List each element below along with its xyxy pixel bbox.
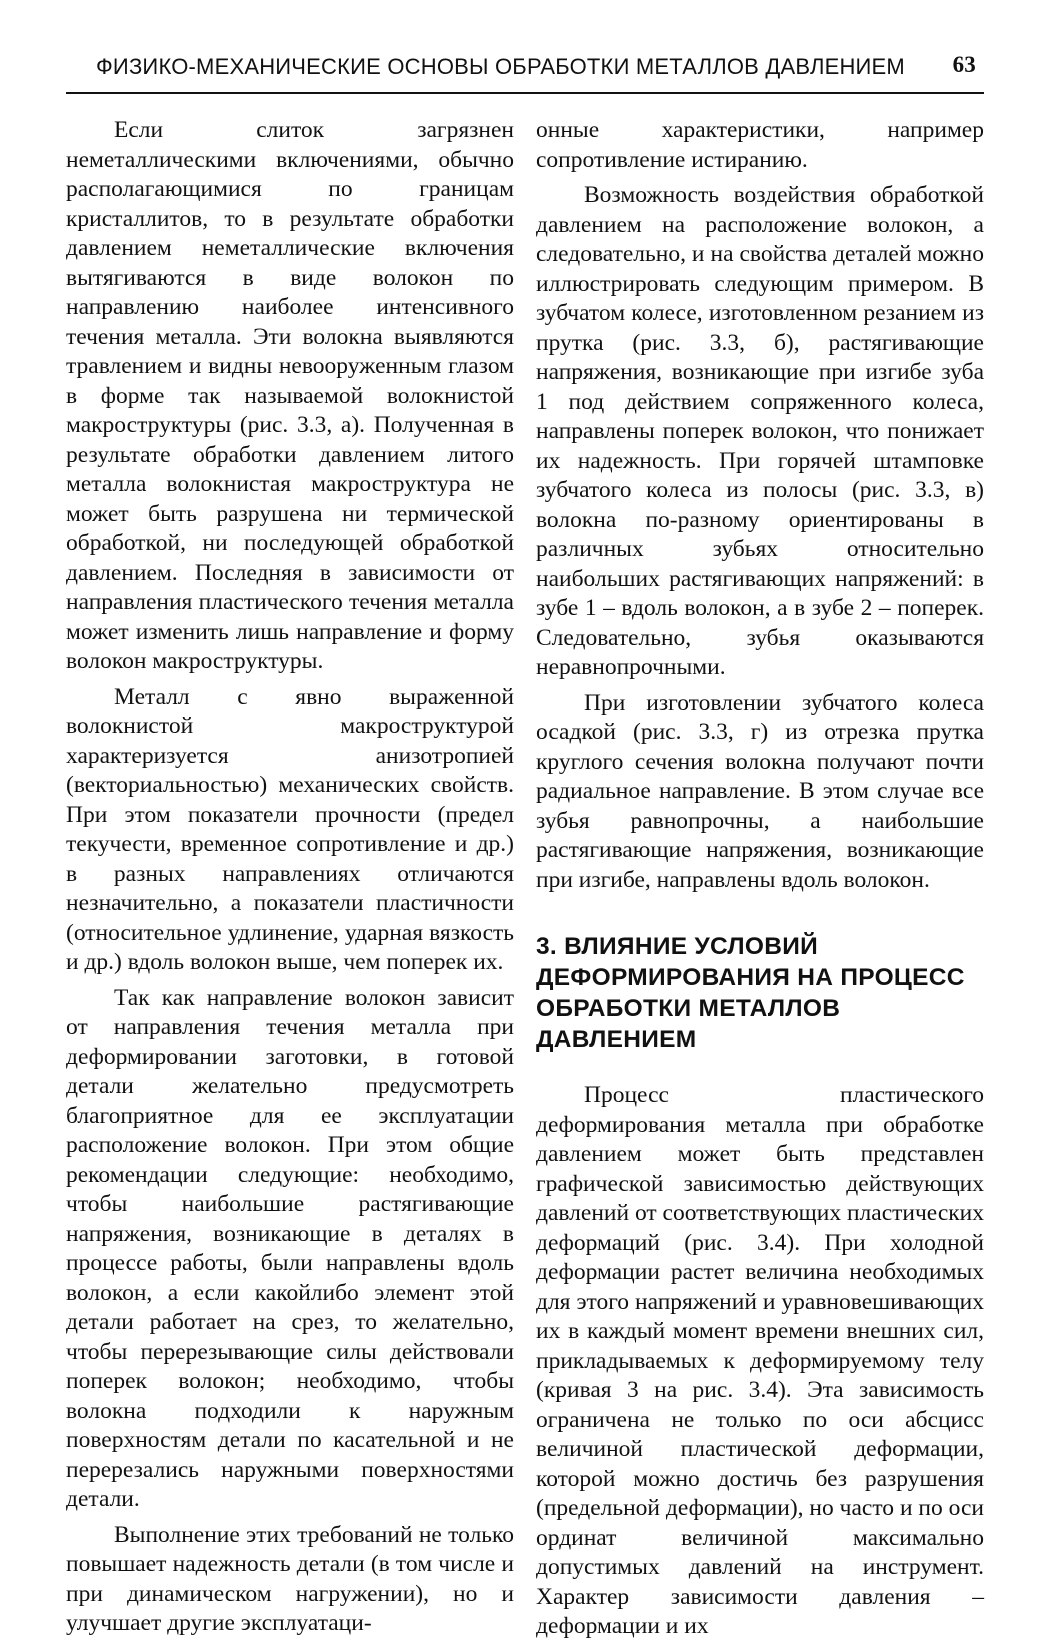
paragraph: Возможность воздействия обработкой давлением на расположение волокон, а следовательно, и на свойства деталей можно иллюстрировать следующим примером. В зубчатом колесе, изготовленном резанием из прутка (рис. 3.3, б), растягивающие напряжения, возникающие при изгибе зуба 1 под действием сопряженного колеса, направлены поперек волокон, что понижает их надежность. При горячей штамповке зубчатого колеса из полосы (рис. 3.3, в) волокна по-разному ориентированы в различных зубьях относительно наибольших растягивающих напряжений: в зубе 1 – вдоль волокон, а в зубе 2 – поперек. Следовательно, зубья оказываются неравнопрочными. [536, 182, 984, 680]
running-header [66, 40, 984, 94]
paragraph: Выполнение этих требований не только повышает надежность детали (в том числе и при динамическом нагружении), но и улучшает другие эксплуатаци- [66, 1521, 514, 1636]
paragraph: При изготовлении зубчатого колеса осадкой (рис. 3.3, г) из отрезка прутка круглого сечения волокна получают почти радиальное направление. В этом случае все зубья равнопрочны, а наибольшие растягивающие напряжения, возникающие при изгибе, направлены вдоль волокон. [536, 689, 984, 893]
paragraph-continued: онные характеристики, например сопротивление истиранию. [536, 117, 984, 173]
paragraph: Металл с явно выраженной волокнистой макроструктурой характеризуется анизотропией (векториальностью) механических свойств. При этом показатели прочности (предел текучести, временное сопротивление и др.) в разных направлениях отличаются незначительно, а показатели пластичности (относительное удлинение, ударная вязкость и др.) вдоль волокон выше, чем поперек их. [66, 683, 514, 975]
section-heading: 3. ВЛИЯНИЕ УСЛОВИЙ ДЕФОРМИРОВАНИЯ НА ПРОЦЕСС ОБРАБОТКИ МЕТАЛЛОВ ДАВЛЕНИЕМ [536, 933, 965, 1053]
right-column [536, 116, 984, 1648]
left-column [66, 116, 514, 1648]
paragraph: Процесс пластического деформирования металла при обработке давлением может быть представлен графической зависимостью действующих давлений от соответствующих пластических деформаций (рис. 3.4). При холодной деформации растет величина необходимых для этого напряжений и уравновешивающих их в каждый момент времени внешних сил, прикладываемых к деформируемому телу (кривая 3 на рис. 3.4). Эта зависимость ограничена не только по оси абсцисс величиной пластической деформации, которой можно достичь без разрушения (предельной деформации), но часто и по оси ординат величиной максимально допустимых давлений на инструмент. Характер зависимости давления – деформации и их [536, 1082, 984, 1639]
running-header-title: ФИЗИКО-МЕХАНИЧЕСКИЕ ОСНОВЫ ОБРАБОТКИ МЕТАЛЛОВ ДАВЛЕНИЕМ [96, 54, 905, 79]
page-number: 63 [952, 52, 976, 77]
paragraph: Так как направление волокон зависит от направления течения металла при деформировании заготовки, в готовой детали желательно предусмотреть благоприятное для ее эксплуатации расположение волокон. При этом общие рекомендации следующие: необходимо, чтобы наибольшие растягивающие напряжения, возникающие в деталях в процессе работы, были направлены вдоль волокон, а если какойлибо элемент этой детали работает на срез, то желательно, чтобы перерезывающие силы действовали поперек волокон; необходимо, чтобы волокна подходили к наружным поверхностям детали по касательной и не перерезались наружными поверхностями детали. [66, 984, 514, 1512]
paragraph: Если слиток загрязнен неметаллическими включениями, обычно располагающимися по границам кристаллитов, то в результате обработки давлением неметаллические включения вытягиваются в виде волокон по направлению наиболее интенсивного течения металла. Эти волокна выявляются травлением и видны невооруженным глазом в форме так называемой волокнистой макроструктуры (рис. 3.3, а). Полученная в результате обработки давлением литого металла волокнистая макроструктура не может быть разрушена ни термической обработкой, ни последующей обработкой давлением. Последняя в зависимости от направления пластического течения металла может изменить лишь направление и форму волокон макроструктуры. [66, 117, 514, 674]
two-column-body [66, 116, 984, 1648]
book-page [66, 40, 984, 1639]
